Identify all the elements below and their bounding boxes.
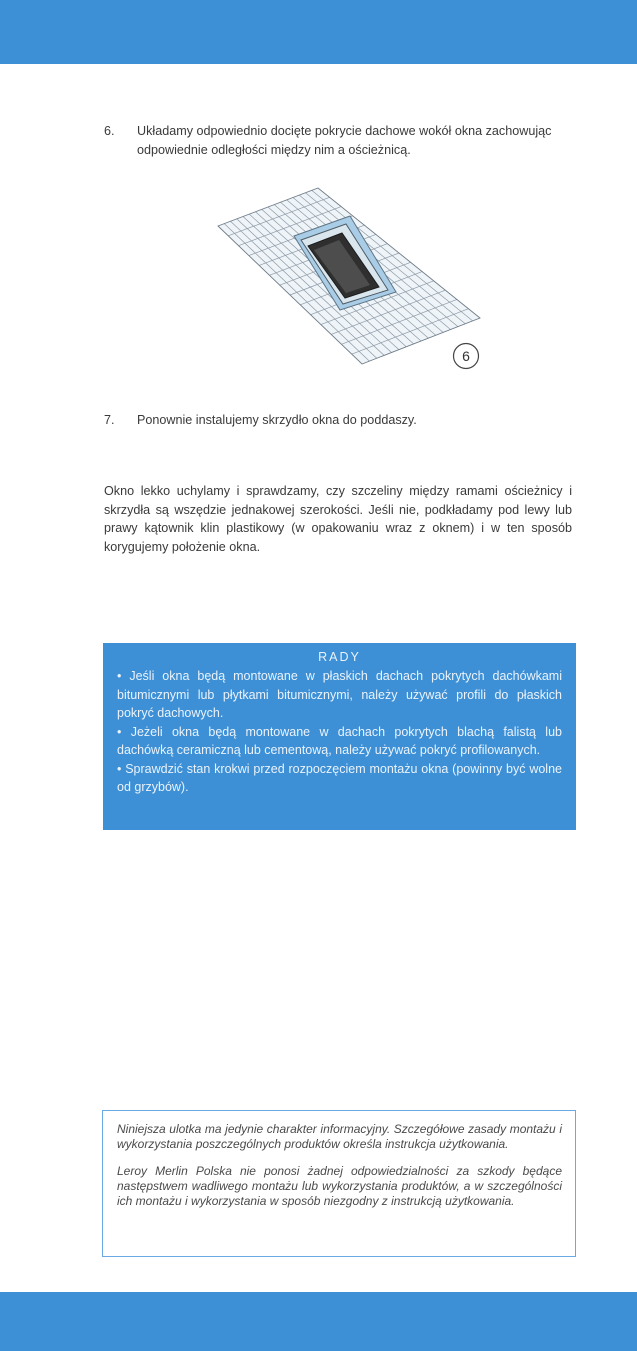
figure-number-badge: [454, 344, 479, 369]
figure-number: 6: [462, 348, 470, 364]
disclaimer-paragraph: Leroy Merlin Polska nie ponosi żadnej odpowiedzialności za szkody będące następstwem wadliwego montażu lub wykorzystania produktów, a w szczególności ich montażu i wykorzystania w sposób niezgodny z instrukcją użytkowania.: [117, 1164, 562, 1208]
tip-item: • Jeżeli okna będą montowane w dachach pokrytych blachą falistą lub dachówką ceramiczną lub cementową, należy używać pokryć profilowanych.: [117, 724, 562, 757]
tips-box: [103, 643, 576, 830]
disclaimer-box: [102, 1110, 576, 1257]
tips-title: RADY: [318, 650, 361, 664]
tip-item: • Jeśli okna będą montowane w płaskich dachach pokrytych dachówkami bitumicznymi lub płytkami bitumicznymi, należy używać profili do płaskich pokryć dachowych.: [117, 669, 562, 720]
step-text: Układamy odpowiednio docięte pokrycie dachowe wokół okna zachowując odpowiednie odległości między nim a ościeżnicą.: [137, 124, 552, 157]
disclaimer-paragraph: Niniejsza ulotka ma jedynie charakter informacyjny. Szczegółowe zasady montażu i wykorzystania poszczególnych produktów określa instrukcja użytkowania.: [117, 1122, 562, 1151]
bottom-color-band: [0, 1292, 637, 1351]
tip-item: • Sprawdzić stan krokwi przed rozpoczęciem montażu okna (powinny być wolne od grzybów).: [117, 761, 562, 794]
top-color-band: [0, 0, 637, 64]
step-text: Ponownie instalujemy skrzydło okna do poddaszy.: [137, 413, 417, 427]
step-number: 6.: [104, 124, 115, 138]
step-7: [104, 411, 584, 430]
step-number: 7.: [104, 413, 115, 427]
roof-window-illustration: [210, 186, 490, 378]
step-6: [104, 122, 584, 160]
window-adjustment-paragraph: Okno lekko uchylamy i sprawdzamy, czy szczeliny między ramami ościeżnicy i skrzydła są wszędzie jednakowej szerokości. Jeśli nie, podkładamy pod lewy lub prawy kątownik klin plastikowy (w opakowaniu wraz z oknem) i w ten sposób korygujemy położenie okna.: [104, 484, 572, 554]
